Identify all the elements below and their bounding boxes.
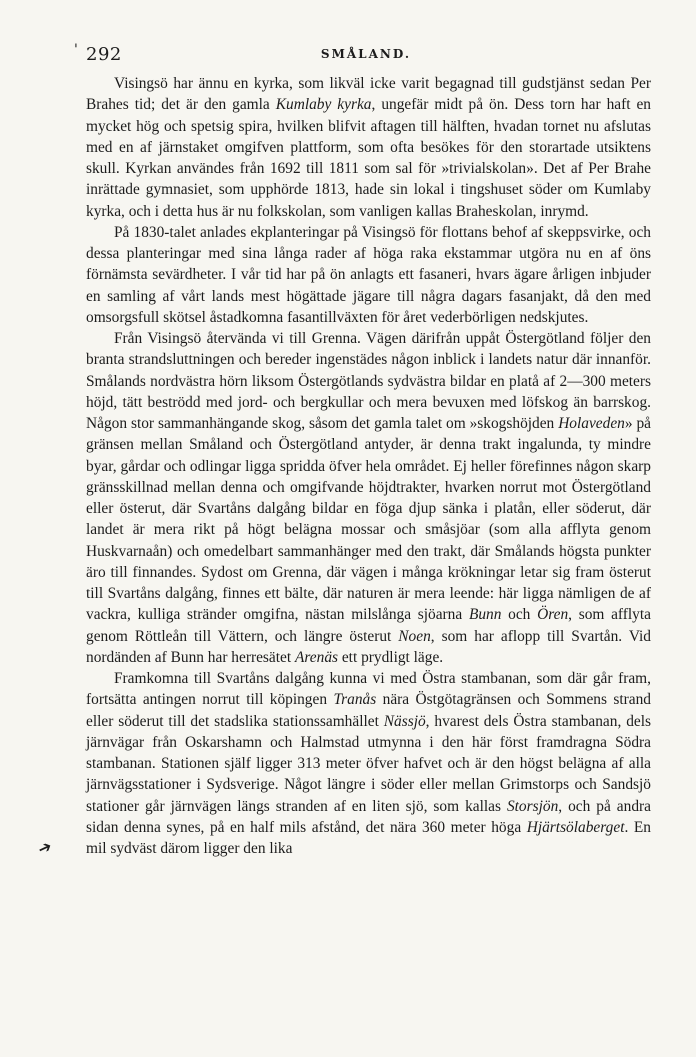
page-number: 292 bbox=[86, 44, 122, 65]
italic-term: Arenäs bbox=[294, 648, 338, 666]
page-header bbox=[86, 44, 646, 68]
paragraph-3: Från Visingsö återvända vi till Grenna. Vägen därifrån uppåt Östergötland följer den branta strandsluttningen och bereder ingenstädes någon inblick i landets natur där innanför. Smålands nordvästra hörn liksom Östergötlands sydvästra bildar en platå af 2—300 meters höjd, tätt beströdd med jord- och bergkullar och mera bevuxen med löfskog än barrskog. Någon stor sammanhängande skog, såsom det gamla talet om »skogshöjden Holaveden» på gränsen mellan Småland och Östergötland antyder, är denna trakt ingalunda, ty mindre byar, gårdar och odlingar ligga spridda öfver hela området. Ej heller förefinnes någon skarp gränsskillnad mellan denna och omgifvande höjdtrakter, hvarken norrut mot Östergötland eller österut, där Svartåns dalgång bildar en föga djup sänka i platån, eller söderut, där landet är mera rikt på högt belägna mossar och småsjöar (som alla afflyta genom Huskvarnaån) och omedelbart sammanhänger med den trakt, där Smålands högsta punkter äro till finnandes. Sydost om Grenna, där vägen i många krökningar letar sig fram österut till Svartåns dalgång, finnes ett bälte, där naturen är mera leende: här ligga nämligen de af vackra, kulliga stränder omgifna, nästan milslånga sjöarna Bunn och Ören, som afflyta genom Röttleån till Vättern, och längre österut Noen, som har aflopp till Svartån. Vid nordänden af Bunn har herresätet Arenäs ett prydligt läge. bbox=[86, 330, 651, 666]
italic-term: Tranås bbox=[333, 691, 377, 709]
running-head: SMÅLAND. bbox=[320, 47, 412, 61]
italic-term: Hjärtsölaberget bbox=[526, 818, 625, 836]
margin-tick: ' bbox=[74, 42, 78, 58]
paragraph-1: Visingsö har ännu en kyrka, som likväl icke varit begagnad till gudstjänst sedan Per Brahes tid; det är den gamla Kumlaby kyrka, ungefär midt på ön. Dess torn har haft en mycket hög och spetsig spira, hvilken blifvit aftagen till hälften, hvadan tornet nu afslutas med en af järnstaket omgifven plattform, som ofta besökes för den storartade utsiktens skull. Kyrkan användes från 1692 till 1811 som sal för »trivialskolan». Det af Per Brahe inrättade gymnasiet, som upphörde 1813, hade sin lokal i tingshuset söder om Kumlaby kyrka, och i detta hus är nu folkskolan, som vanligen kallas Braheskolan, inrymd. bbox=[86, 75, 652, 220]
italic-term: Nässjö bbox=[383, 712, 426, 730]
italic-term: Kumlaby kyrka bbox=[275, 96, 372, 114]
margin-arrow-icon: ➔ bbox=[34, 836, 55, 859]
italic-term: Holaveden bbox=[558, 415, 625, 432]
italic-term: Noen bbox=[398, 627, 431, 645]
body-text bbox=[86, 73, 651, 859]
italic-term: Storsjön bbox=[506, 797, 559, 815]
italic-term: Bunn bbox=[468, 606, 502, 624]
paragraph-4: Framkomna till Svartåns dalgång kunna vi med Östra stambanan, som där går fram, fortsätta antingen norrut till köpingen Tranås nära Östgötagränsen och Sommens strand eller söderut till det stadslika stationssamhället Nässjö, hvarest dels Östra stambanan, dels järnvägar från Oskarshamn och Halmstad utmynna i den här först framdragna Södra stambanan. Stationen själf ligger 313 meter öfver hafvet och är den högst belägna af alla järnvägsstationer i Sydsverige. Något längre i söder eller mellan Grimstorps och Sandsjö stationer går järnvägen längs stranden af en liten sjö, som kallas Storsjön, och på andra sidan denna synes, på en half mils afstånd, det nära 360 meter höga Hjärtsölaberget. En mil sydväst därom ligger den lika bbox=[86, 670, 652, 857]
paragraph-2: På 1830-talet anlades ekplanteringar på Visingsö för flottans behof af skeppsvirke, och dessa planteringar med sina långa rader af höga raka ekstammar utgöra nu en af öns förnämsta sevärdheter. I vår tid har på ön anlagts ett fasaneri, hvars ägare årligen inbjuder en samling af vårt lands mest högättade jägare till några dagars fasanjakt, då den med omsorgsfull skötsel åstadkomna fasantillväxten för året vederbörligen nedskjutes. bbox=[86, 223, 651, 326]
italic-term: Ören bbox=[537, 606, 569, 624]
